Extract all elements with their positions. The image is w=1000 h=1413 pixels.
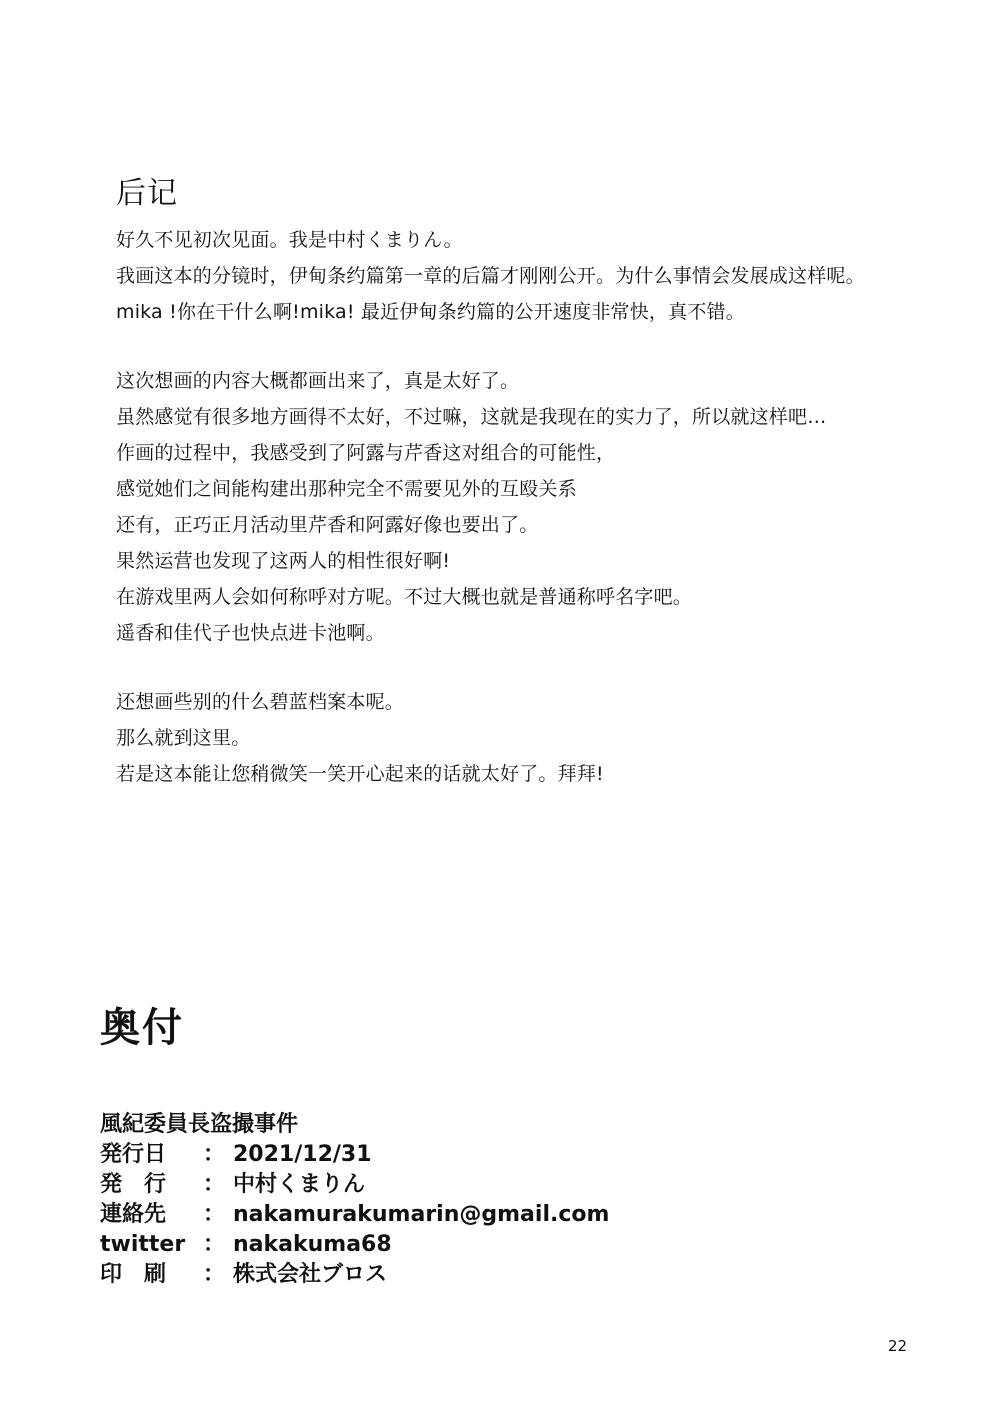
afterword-line: 果然运营也发现了这两人的相性很好啊! — [116, 550, 451, 572]
colophon-row-twitter — [100, 1230, 609, 1260]
afterword-section — [116, 172, 986, 825]
afterword-line: 作画的过程中，我感受到了阿露与芹香这对组合的可能性， — [116, 442, 616, 464]
afterword-line: 还有，正巧正月活动里芹香和阿露好像也要出了。 — [116, 514, 539, 536]
colophon-value: 2021/12/31 — [233, 1142, 372, 1167]
colophon-label: twitter — [100, 1232, 186, 1257]
colophon-value: 中村くまりん — [233, 1172, 366, 1197]
afterword-paragraph — [116, 363, 986, 651]
colophon-row-publisher — [100, 1170, 609, 1200]
colophon-label: 印 刷 — [100, 1262, 167, 1287]
afterword-paragraph — [116, 222, 986, 330]
colophon-label: 連絡先 — [100, 1202, 167, 1227]
afterword-line: mika !你在干什么啊!mika! 最近伊甸条约篇的公开速度非常快，真不错。 — [116, 301, 745, 323]
colophon-title: 奥付 — [100, 1005, 184, 1051]
colophon-value: 株式会社ブロス — [233, 1262, 388, 1287]
colophon-book-title: 風紀委員長盗撮事件 — [100, 1112, 299, 1137]
colophon-email: nakamurakumarin@gmail.com — [233, 1202, 610, 1227]
colophon-row-release-date — [100, 1140, 609, 1170]
afterword-line: 若是这本能让您稍微笑一笑开心起来的话就太好了。拜拜! — [116, 763, 604, 785]
afterword-line: 这次想画的内容大概都画出来了，真是太好了。 — [116, 370, 520, 392]
colophon-separator: ： — [203, 1202, 226, 1227]
afterword-line: 那么就到这里。 — [116, 727, 251, 749]
colophon-section — [100, 1000, 610, 1287]
colophon-label: 発 行 — [100, 1172, 167, 1197]
afterword-line: 在游戏里两人会如何称呼对方呢。不过大概也就是普通称呼名字吧。 — [116, 586, 693, 608]
colophon-separator: ： — [203, 1232, 226, 1257]
page-number: 22 — [888, 1337, 908, 1355]
afterword-paragraph — [116, 684, 986, 792]
colophon-details — [100, 1110, 609, 1290]
afterword-line: 好久不见初次见面。我是中村くまりん。 — [116, 229, 463, 251]
afterword-line: 我画这本的分镜时，伊甸条约篇第一章的后篇才刚刚公开。为什么事情会发展成这样呢。 — [116, 265, 865, 287]
afterword-line: 感觉她们之间能构建出那种完全不需要见外的互殴关系 — [116, 478, 577, 500]
colophon-row-printer — [100, 1260, 609, 1290]
afterword-line: 还想画些别的什么碧蓝档案本呢。 — [116, 691, 405, 713]
colophon-separator: ： — [203, 1262, 226, 1287]
colophon-separator: ： — [203, 1172, 226, 1197]
colophon-twitter-handle: nakakuma68 — [233, 1232, 392, 1257]
colophon-label: 発行日 — [100, 1142, 167, 1167]
afterword-line: 遥香和佳代子也快点进卡池啊。 — [116, 622, 385, 644]
afterword-line: 虽然感觉有很多地方画得不太好，不过嘛，这就是我现在的实力了，所以就这样吧… — [116, 406, 827, 428]
afterword-title: 后记 — [116, 176, 178, 211]
colophon-separator: ： — [203, 1142, 226, 1167]
colophon-row-contact — [100, 1200, 609, 1230]
